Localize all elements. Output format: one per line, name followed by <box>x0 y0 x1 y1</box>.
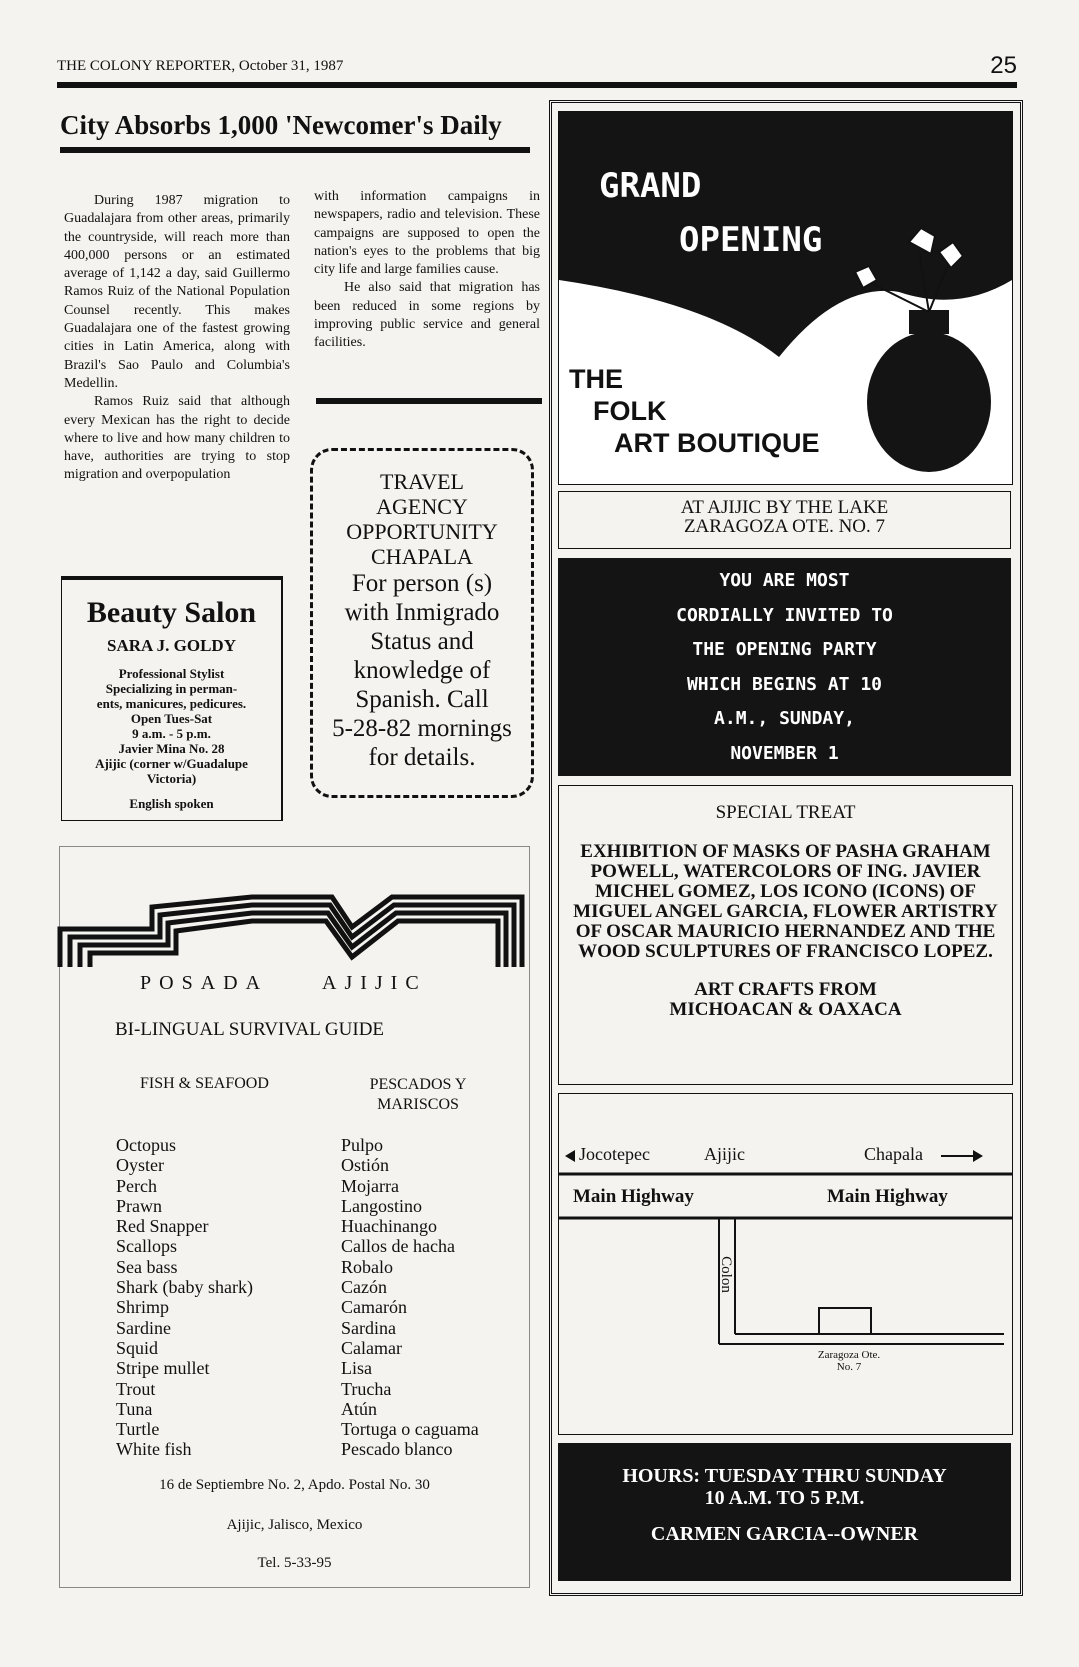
fish-list-item: Oyster <box>116 1155 164 1176</box>
posada-city: Ajijic, Jalisco, Mexico <box>226 1517 363 1533</box>
travel-ad-body-line: for details. <box>368 744 476 771</box>
map-label-jocotepec: Jocotepec <box>579 1144 650 1164</box>
invitation-block <box>558 558 1011 776</box>
invitation-line: THE OPENING PARTY <box>692 639 877 661</box>
article-column-2 <box>314 188 540 353</box>
beauty-ad-line: Victoria) <box>146 771 197 786</box>
grand-opening-banner <box>558 111 1013 485</box>
boutique-name-line: ART BOUTIQUE <box>614 428 820 458</box>
fish-list-item: Scallops <box>116 1236 177 1257</box>
fish-column-header-es-line: MARISCOS <box>377 1096 459 1113</box>
boutique-name-line: THE <box>569 364 623 394</box>
beauty-ad-title: Beauty Salon <box>86 596 257 629</box>
fish-list-item: Perch <box>116 1175 157 1196</box>
fish-list-item: Camarón <box>341 1297 407 1318</box>
article-headline: City Absorbs 1,000 'Newcomer's Daily <box>60 110 502 140</box>
masthead <box>57 52 1017 88</box>
posada-name-right: AJIJIC <box>322 972 427 994</box>
posada-logo-graphic <box>52 867 532 977</box>
map-label-zaragoza <box>789 1349 909 1373</box>
beauty-ad-details <box>62 666 281 786</box>
fish-list-item: Sardine <box>116 1317 171 1338</box>
fish-list-item: Pescado blanco <box>341 1439 453 1460</box>
hours-block <box>558 1443 1011 1581</box>
art-crafts-line <box>559 980 1012 1020</box>
travel-ad-title-line: AGENCY <box>376 494 468 519</box>
fish-list-item: Mojarra <box>341 1175 399 1196</box>
fish-column-header-es-line: PESCADOS Y <box>369 1076 467 1093</box>
beauty-ad-owner: SARA J. GOLDY <box>107 636 236 655</box>
fish-list-item: Octopus <box>116 1135 176 1155</box>
boutique-name-line: FOLK <box>593 396 667 426</box>
map-highway-left: Main Highway <box>573 1186 694 1207</box>
special-treat-block <box>558 785 1013 1085</box>
special-treat-title: SPECIAL TREAT <box>715 802 856 823</box>
travel-ad-body <box>313 569 531 772</box>
travel-agency-ad <box>310 448 534 798</box>
beauty-ad-line: Javier Mina No. 28 <box>118 741 225 756</box>
article-column-1 <box>64 192 290 485</box>
invitation-line: CORDIALLY INVITED TO <box>676 604 893 626</box>
travel-ad-title-line: TRAVEL <box>380 469 464 494</box>
fish-list-item: Shark (baby shark) <box>116 1277 253 1298</box>
fish-list-english <box>116 1135 253 1460</box>
newspaper-date-line: THE COLONY REPORTER, October 31, 1987 <box>57 58 344 74</box>
beauty-ad-line: ents, manicures, pedicures. <box>96 696 247 711</box>
fish-column-header-en: FISH & SEAFOOD <box>140 1075 269 1092</box>
fish-list-item: Trucha <box>341 1378 392 1399</box>
art-crafts-text: ART CRAFTS FROM <box>694 979 877 1000</box>
travel-ad-body-line: Spanish. Call <box>355 686 489 713</box>
posada-address: 16 de Septiembre No. 2, Apdo. Postal No. 30 <box>159 1477 430 1493</box>
map-zaragoza-line: Zaragoza Ote. <box>817 1349 881 1361</box>
headline-rule <box>60 147 530 153</box>
article-paragraph: Ramos Ruiz said that although every Mexican has the right to decide where to live and how many children to have, authorities are trying to stop migration and overpopulation <box>64 394 290 483</box>
fish-list-item: Atún <box>341 1398 377 1419</box>
survival-guide-title: BI-LINGUAL SURVIVAL GUIDE <box>115 1019 385 1040</box>
beauty-ad-line: Open Tues-Sat <box>130 711 213 726</box>
travel-ad-body-line: knowledge of <box>353 657 491 684</box>
invitation-line: YOU ARE MOST <box>719 570 850 591</box>
fish-column-header-es <box>348 1075 488 1115</box>
fish-list-item: Lisa <box>341 1358 372 1379</box>
page-number: 25 <box>990 52 1017 79</box>
fish-list-item: Shrimp <box>116 1297 170 1318</box>
boutique-address <box>558 491 1011 549</box>
fish-list-item: Cazón <box>341 1277 387 1298</box>
posada-name-left: POSADA <box>140 972 269 994</box>
beauty-ad-footer: English spoken <box>129 796 214 811</box>
owner-line: CARMEN GARCIA--OWNER <box>650 1523 919 1545</box>
map-label-colon: Colon <box>717 1256 734 1293</box>
travel-ad-body-line: 5-28-82 mornings <box>332 715 512 742</box>
travel-ad-title-line: OPPORTUNITY <box>346 519 498 544</box>
fish-list-item: Langostino <box>341 1195 422 1216</box>
travel-ad-title-line: CHAPALA <box>371 544 473 569</box>
beauty-salon-ad <box>61 576 283 821</box>
fish-list-item: Pulpo <box>341 1135 384 1155</box>
fish-list-item: Stripe mullet <box>116 1358 210 1379</box>
grand-opening-ad <box>549 100 1023 1596</box>
location-map <box>558 1093 1013 1435</box>
posada-ajijic-ad <box>59 846 530 1588</box>
art-crafts-text: MICHOACAN & OAXACA <box>669 999 902 1020</box>
fish-list-spanish <box>341 1135 479 1460</box>
fish-list-item: Robalo <box>341 1256 393 1277</box>
fish-list-item: Prawn <box>116 1195 162 1216</box>
travel-ad-title <box>313 469 531 569</box>
invitation-line: NOVEMBER 1 <box>730 742 839 764</box>
exhibition-description: EXHIBITION OF MASKS OF PASHA GRAHAM POWELL, WATERCOLORS OF ING. JAVIER MICHEL GOMEZ, LOS ICONO (ICONS) OF MIGUEL ANGEL GARCIA, FLOWER ARTISTRY OF OSCAR MAURICIO HERNANDEZ AND THE WOOD SCULPTURES OF FRANCISCO LOPEZ. <box>573 841 998 962</box>
travel-ad-body-line: with Inmigrado <box>344 599 500 626</box>
fish-list-item: Huachinango <box>341 1216 437 1237</box>
fish-list-item: Tortuga o caguama <box>341 1419 479 1440</box>
beauty-ad-line: Ajijic (corner w/Guadalupe <box>95 756 248 771</box>
invitation-line: WHICH BEGINS AT 10 <box>686 673 883 695</box>
beauty-ad-line: 9 a.m. - 5 p.m. <box>132 726 211 741</box>
boutique-address-line: AT AJIJIC BY THE LAKE <box>680 497 889 518</box>
hours-time: 10 A.M. TO 5 P.M. <box>704 1487 865 1509</box>
beauty-ad-line: Specializing in perman- <box>105 681 238 696</box>
column-end-rule <box>316 398 542 404</box>
map-label-chapala: Chapala <box>864 1144 923 1164</box>
fish-list-item: Tuna <box>116 1398 153 1419</box>
map-label-ajijic: Ajijic <box>704 1144 745 1164</box>
fish-list-item: Turtle <box>116 1419 160 1440</box>
fish-list-item: Ostión <box>341 1155 390 1176</box>
opening-heading: OPENING <box>679 220 823 260</box>
article-paragraph: He also said that migration has been reduced in some regions by improving public service and general facilities. <box>314 280 540 351</box>
boutique-address-line: ZARAGOZA OTE. NO. 7 <box>683 516 886 537</box>
map-zaragoza-line: No. 7 <box>836 1361 862 1373</box>
fish-list-item: Sardina <box>341 1317 396 1338</box>
travel-ad-body-line: For person (s) <box>351 570 493 597</box>
fish-list-item: Sea bass <box>116 1256 178 1277</box>
posada-telephone: Tel. 5-33-95 <box>257 1555 332 1571</box>
article-paragraph: with information campaigns in newspapers, radio and television. These campaigns are supposed to open the nation's eyes to the problems that big city life and large families cause. <box>314 189 540 278</box>
fish-list-item: White fish <box>116 1439 192 1460</box>
fish-list-item: Calamar <box>341 1337 402 1358</box>
fish-list-item: Trout <box>116 1378 156 1399</box>
article-paragraph: During 1987 migration to Guadalajara from other areas, primarily the countryside, will reach more than 400,000 persons or an estimated average of 1,142 a day, said Guillermo Ramos Ruiz of the National Population Counsel recently. This makes Guadalajara one of the fastest growing cities in Latin America, along with Brazil's Sao Paulo and Columbia's Medellin. <box>64 193 290 391</box>
fish-list-item: Squid <box>116 1337 159 1358</box>
map-highway-right: Main Highway <box>827 1186 948 1207</box>
invitation-line: A.M., SUNDAY, <box>714 708 855 730</box>
hours-line: HOURS: TUESDAY THRU SUNDAY <box>622 1465 947 1487</box>
fish-list-item: Red Snapper <box>116 1216 209 1237</box>
beauty-ad-line: Professional Stylist <box>118 666 225 681</box>
grand-heading: GRAND <box>599 166 702 206</box>
travel-ad-body-line: Status and <box>370 628 474 655</box>
fish-list-item: Callos de hacha <box>341 1236 455 1257</box>
